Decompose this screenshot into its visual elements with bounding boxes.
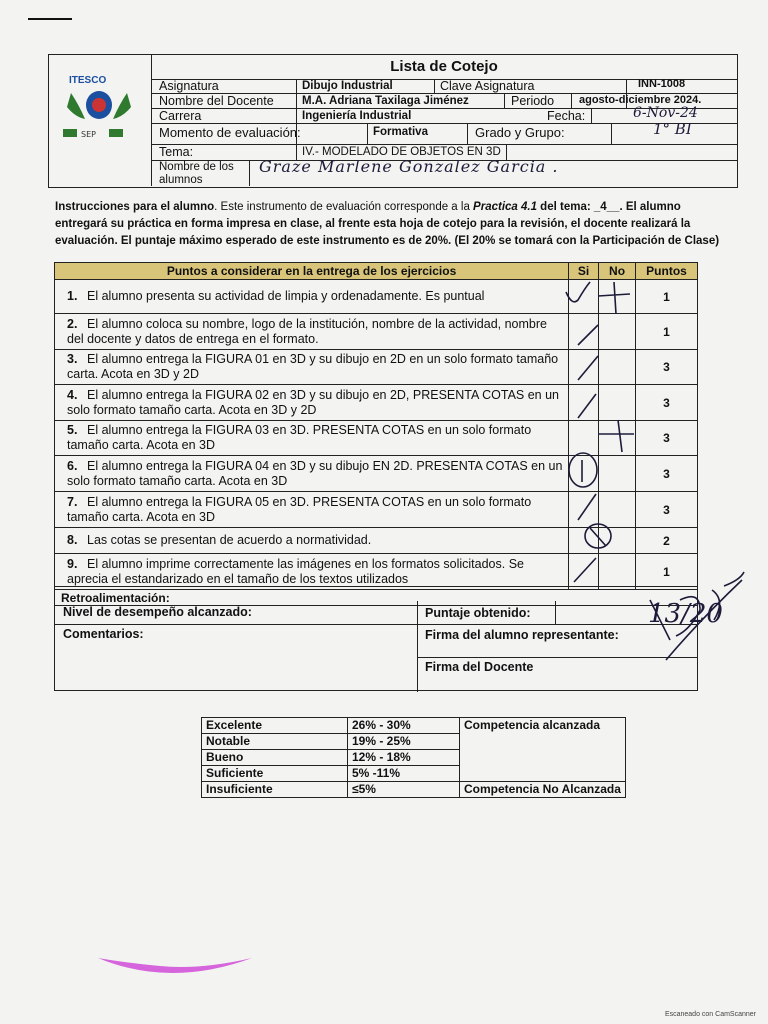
check-mark-icon xyxy=(566,282,590,302)
asignatura-value: Dibujo Industrial xyxy=(302,80,393,92)
scale-range: ≤5% xyxy=(348,782,460,798)
scale-range: 19% - 25% xyxy=(348,734,460,750)
check-mark-icon xyxy=(578,356,598,380)
instructions-part2: del tema: _4__. El alumno entregará su práctica en forma impresa en clase, al frente esta hoja de cotejo para la revisión, el docente realizará la evaluación. El puntaje máximo esperado de este instrumento es de 20%. (El 20% se tomará con la Participación de Clase) xyxy=(55,201,720,247)
docente-label: Nombre del Docente xyxy=(159,94,274,108)
row-text: El alumno entrega la FIGURA 02 en 3D y su dibujo en 2D, PRESENTA COTAS en un solo formato tamaño carta. Acota en 3D y 2D xyxy=(67,387,559,417)
fecha-label: Fecha: xyxy=(547,109,586,123)
scale-range: 5% -11% xyxy=(348,766,460,782)
row-points: 1 xyxy=(636,554,698,590)
row-text: El alumno entrega la FIGURA 05 en 3D. PRESENTA COTAS en un solo formato tamaño carta. Acota en 3D xyxy=(67,494,532,524)
handwritten-score: 13/20 xyxy=(648,599,723,629)
firma-alumno-label: Firma del alumno representante: xyxy=(425,628,619,642)
competencia-alcanzada: Competencia alcanzada xyxy=(460,718,626,782)
check-mark-icon xyxy=(578,325,598,345)
row-number: 7. xyxy=(67,494,78,509)
scale-level: Bueno xyxy=(202,750,348,766)
row-number: 2. xyxy=(67,316,78,331)
row-text: El alumno entrega la FIGURA 01 en 3D y su dibujo en 2D en un solo formato tamaño carta. Acota en 3D y 2D xyxy=(67,352,559,381)
svg-text:SEP: SEP xyxy=(81,130,96,139)
si-col-header: Si xyxy=(569,263,599,280)
alumnos-label-line2: alumnos xyxy=(159,174,203,186)
tema-label: Tema: xyxy=(159,145,194,159)
row-number: 8. xyxy=(67,533,78,547)
row-points: 3 xyxy=(636,421,698,456)
row-points: 1 xyxy=(636,280,698,314)
check-mark-icon xyxy=(578,494,596,520)
carrera-value: Ingeniería Industrial xyxy=(302,110,412,122)
scale-table xyxy=(201,717,626,798)
row-number: 4. xyxy=(67,387,78,402)
asignatura-label: Asignatura xyxy=(159,79,219,93)
nivel-label: Nivel de desempeño alcanzado: xyxy=(63,605,252,619)
periodo-value: agosto-diciembre 2024. xyxy=(579,94,702,106)
no-mark-icon xyxy=(598,282,630,314)
retro-label: Retroalimentación: xyxy=(55,590,698,606)
firma-docente-label: Firma del Docente xyxy=(425,660,534,674)
highlighter-smudge xyxy=(98,958,252,973)
scale-range: 26% - 30% xyxy=(348,718,460,734)
row-number: 1. xyxy=(67,289,78,303)
docente-value: M.A. Adriana Taxilaga Jiménez xyxy=(302,95,469,107)
instructions-practica: Practica 4.1 xyxy=(473,201,537,213)
alumnos-value: Graze Marlene Gonzalez Garcia . xyxy=(259,157,559,176)
circled-mark-icon xyxy=(569,453,597,487)
scale-row xyxy=(202,782,626,798)
alumnos-label-line1: Nombre de los xyxy=(159,161,234,173)
scale-level: Suficiente xyxy=(202,766,348,782)
instructions-lead: Instrucciones para el alumno xyxy=(55,201,215,213)
periodo-label: Periodo xyxy=(511,94,555,108)
no-mark-icon xyxy=(598,420,634,452)
scale-level: Insuficiente xyxy=(202,782,348,798)
row-points: 3 xyxy=(636,385,698,421)
row-number: 9. xyxy=(67,556,78,571)
row-points: 3 xyxy=(636,456,698,492)
row-points: 1 xyxy=(636,314,698,350)
row-text: Las cotas se presentan de acuerdo a normatividad. xyxy=(87,533,372,547)
check-mark-icon xyxy=(574,558,596,582)
row-number: 6. xyxy=(67,458,78,473)
grado-value: 1° BI xyxy=(653,120,692,138)
scanner-watermark: Escaneado con CamScanner xyxy=(664,1011,756,1018)
instructions-part1: . Este instrumento de evaluación corresponde a la xyxy=(214,201,474,213)
momento-value: Formativa xyxy=(373,126,428,138)
row-number: 5. xyxy=(67,423,78,437)
carrera-label: Carrera xyxy=(159,109,202,123)
scale-range: 12% - 18% xyxy=(348,750,460,766)
row-text: El alumno entrega la FIGURA 03 en 3D. PRESENTA COTAS en un solo formato tamaño carta. Acota en 3D xyxy=(67,423,532,452)
grado-label: Grado y Grupo: xyxy=(475,125,565,140)
competencia-no-alcanzada: Competencia No Alcanzada xyxy=(460,782,626,798)
puntaje-label: Puntaje obtenido: xyxy=(425,606,531,620)
tema-value: IV.- MODELADO DE OBJETOS EN 3D xyxy=(302,146,501,158)
check-mark-icon xyxy=(578,394,596,418)
row-text: El alumno coloca su nombre, logo de la institución, nombre de la actividad, nombre del docente y datos de entrega en el formato. xyxy=(67,316,547,346)
row-points: 2 xyxy=(636,528,698,554)
no-col-header: No xyxy=(599,263,636,280)
clave-value: INN-1008 xyxy=(638,78,686,90)
scale-row xyxy=(202,718,626,734)
row-points: 3 xyxy=(636,350,698,385)
fecha-value: 6-Nov-24 xyxy=(633,105,698,121)
row-points: 3 xyxy=(636,492,698,528)
row-text: El alumno presenta su actividad de limpia y ordenadamente. Es puntual xyxy=(87,289,485,303)
logo-text: ITESCO xyxy=(69,75,107,86)
row-text: El alumno imprime correctamente las imágenes en los formatos solicitados. Se aprecia el estandarizado en el tamaño de los textos utilizados xyxy=(67,556,524,586)
row-number: 3. xyxy=(67,352,78,366)
row-text: El alumno entrega la FIGURA 04 en 3D y su dibujo EN 2D. PRESENTA COTAS en un solo formato tamaño carta. Acota en 3D xyxy=(67,458,563,488)
criteria-col-header: Puntos a considerar en la entrega de los ejercicios xyxy=(55,263,569,280)
comentarios-label: Comentarios: xyxy=(63,627,144,641)
clave-label: Clave Asignatura xyxy=(440,79,535,93)
scale-level: Excelente xyxy=(202,718,348,734)
momento-label: Momento de evaluación: xyxy=(159,125,301,140)
points-col-header: Puntos xyxy=(636,263,698,280)
scale-level: Notable xyxy=(202,734,348,750)
form-title: Lista de Cotejo xyxy=(151,55,737,80)
